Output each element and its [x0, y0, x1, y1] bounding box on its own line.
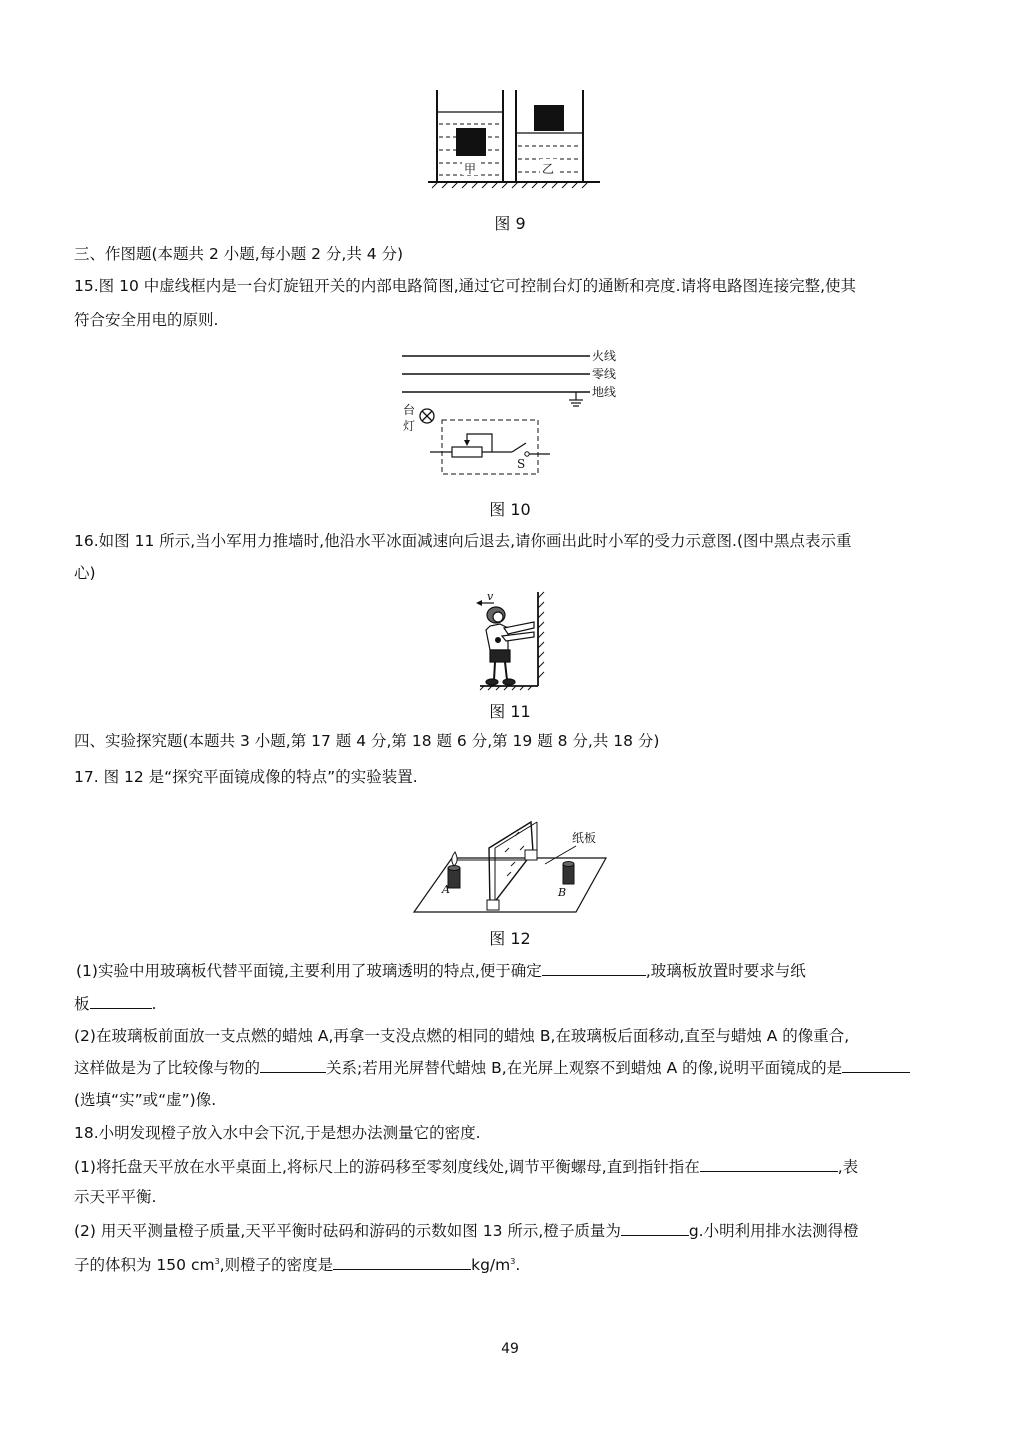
answer-blank-image-position[interactable]: [542, 959, 646, 976]
answer-blank-size-relation[interactable]: [260, 1056, 326, 1073]
paper-board-label: 纸板: [572, 831, 597, 845]
answer-blank-density[interactable]: [333, 1253, 471, 1270]
label-yi: 乙: [542, 162, 555, 176]
figure-9-caption: 图 9: [494, 214, 526, 233]
q18-part1-line2: 示天平平衡.: [74, 1188, 157, 1206]
q18-part1-line1: (1)将托盘天平放在水平桌面上,将标尺上的游码移至零刻度线处,调节平衡螺母,直到指针指在 ,表: [74, 1155, 858, 1178]
svg-text:火线: 火线: [592, 349, 617, 363]
svg-text:S: S: [517, 457, 526, 471]
q17-part1-line1: (1)实验中用玻璃板代替平面镜,主要利用了玻璃透明的特点,便于确定 ,玻璃板放置时要求与纸: [76, 959, 806, 982]
section-3-title: 三、作图题(本题共 2 小题,每小题 2 分,共 4 分): [74, 245, 404, 263]
figure-10-caption: 图 10: [489, 500, 531, 519]
answer-blank-plate-orientation[interactable]: [90, 992, 152, 1009]
answer-blank-mass[interactable]: [621, 1219, 689, 1236]
q18-part2-line2: 子的体积为 150 $cm^3$,则橙子的密度是 $kg/m^3$.: [74, 1251, 520, 1276]
q18-part2-line1: (2) 用天平测量橙子质量,天平平衡时砝码和游码的示数如图 13 所示,橙子质量为 g.小明利用排水法测得橙: [74, 1219, 859, 1242]
q16-line-2: 心): [74, 564, 96, 582]
q15-line-2: 符合安全用电的原则.: [74, 311, 219, 329]
q17-part2-line3: (选填“实”或“虚”)像.: [74, 1091, 217, 1109]
candle-b: [563, 862, 574, 885]
page-number: 49: [501, 1341, 519, 1357]
figure-11-caption: 图 11: [489, 702, 531, 721]
section-4-title: 四、实验探究题(本题共 3 小题,第 17 题 4 分,第 18 题 6 分,第 19 题 8 分,共 18 分): [74, 732, 660, 750]
q17-intro: 17. 图 12 是“探究平面镜成像的特点”的实验装置.: [74, 768, 418, 786]
q17-part1-line2: 板 .: [74, 992, 156, 1015]
svg-text:地线: 地线: [592, 385, 617, 399]
answer-blank-pointer-position[interactable]: [700, 1155, 838, 1172]
svg-text:零线: 零线: [592, 367, 617, 381]
q15-line-1: 15.图 10 中虚线框内是一台灯旋钮开关的内部电路简图,通过它可控制台灯的通断和亮度.请将电路图连接完整,使其: [74, 277, 857, 295]
q18-intro: 18.小明发现橙子放入水中会下沉,于是想办法测量它的密度.: [74, 1124, 481, 1142]
q17-part2-line1: (2)在玻璃板前面放一支点燃的蜡烛 A,再拿一支没点燃的相同的蜡烛 B,在玻璃板后面移动,直至与蜡烛 A 的像重合,: [74, 1027, 850, 1045]
q16-line-1: 16.如图 11 所示,当小军用力推墙时,他沿水平冰面减速向后退去,请你画出此时小军的受力示意图.(图中黑点表示重: [74, 532, 852, 550]
q17-part2-line2: 这样做是为了比较像与物的 关系;若用光屏替代蜡烛 B,在光屏上观察不到蜡烛 A 的像,说明平面镜成的是: [74, 1056, 910, 1079]
label-jia: 甲: [464, 162, 477, 176]
answer-blank-image-type[interactable]: [842, 1056, 910, 1073]
svg-text:台: 台: [403, 403, 416, 417]
svg-text:灯: 灯: [403, 419, 416, 433]
figure-12-caption: 图 12: [489, 929, 531, 948]
svg-text:A: A: [442, 883, 450, 896]
velocity-label: v: [487, 590, 494, 603]
svg-text:B: B: [558, 886, 567, 899]
